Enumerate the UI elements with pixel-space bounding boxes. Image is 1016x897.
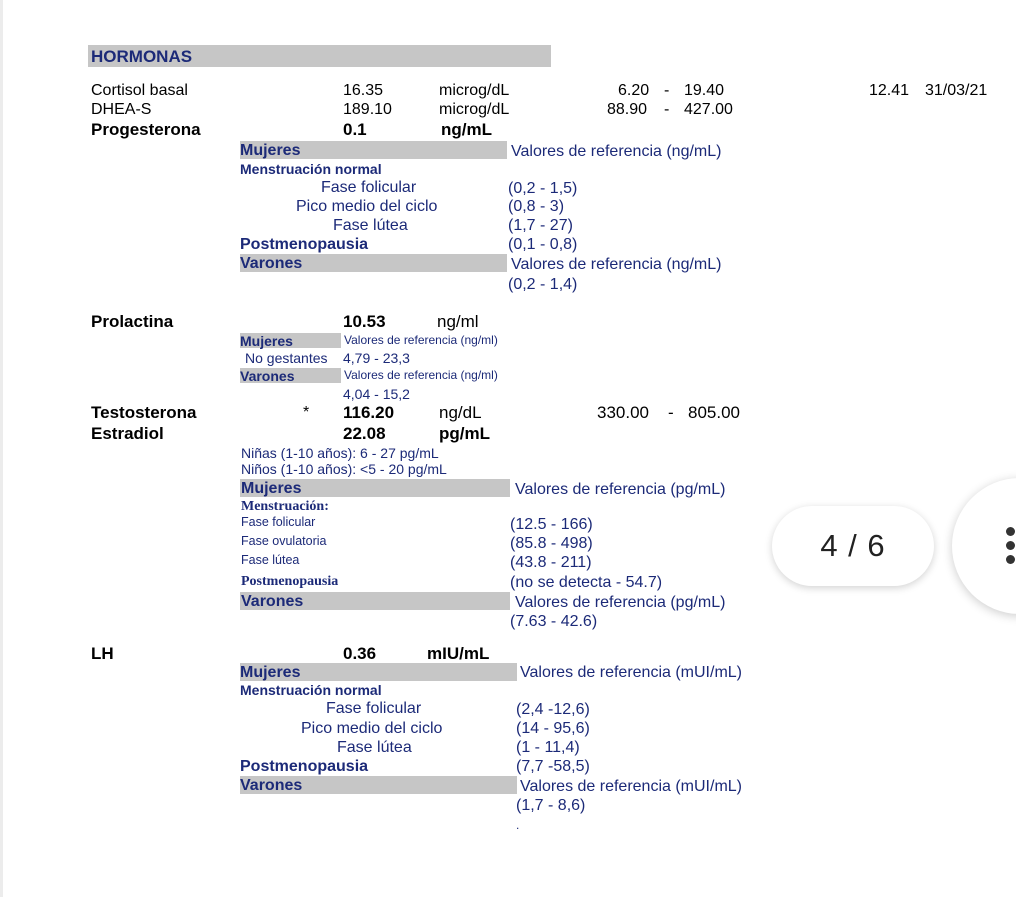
progesterona-fase-lutea: Fase lútea bbox=[333, 217, 408, 234]
estradiol-ninas: Niñas (1-10 años): 6 - 27 pg/mL bbox=[241, 445, 439, 461]
cortisol-prev-value: 12.41 bbox=[869, 82, 910, 99]
lh-name: LH bbox=[91, 644, 114, 663]
cortisol-prev-date: 31/03/21 bbox=[925, 82, 988, 99]
prolactina-mujeres-label: Mujeres bbox=[240, 333, 293, 349]
progesterona-menstruacion: Menstruación normal bbox=[240, 161, 382, 177]
progesterona-pico: Pico medio del ciclo bbox=[296, 198, 438, 215]
prolactina-value: 10.53 bbox=[343, 312, 386, 331]
cortisol-name: Cortisol basal bbox=[91, 82, 188, 99]
estradiol-fase-ovulatoria-val: (85.8 - 498) bbox=[510, 535, 593, 552]
progesterona-unit: ng/mL bbox=[441, 120, 492, 139]
progesterona-fase-folicular: Fase folicular bbox=[321, 179, 417, 196]
estradiol-value: 22.08 bbox=[343, 424, 386, 443]
cortisol-ref-low: 6.20 bbox=[618, 82, 650, 99]
dhea-value: 189.10 bbox=[343, 101, 392, 118]
cortisol-unit: microg/dL bbox=[439, 82, 510, 99]
progesterona-pico-val: (0,8 - 3) bbox=[508, 198, 565, 215]
dhea-ref-high: 427.00 bbox=[684, 101, 733, 118]
lh-fase-folicular: Fase folicular bbox=[326, 700, 422, 717]
section-title: HORMONAS bbox=[91, 47, 193, 66]
lh-ref-header: Valores de referencia (mUI/mL) bbox=[520, 664, 742, 681]
lh-fase-folicular-val: (2,4 -12,6) bbox=[516, 701, 590, 718]
testosterona-ref-dash: - bbox=[668, 403, 674, 422]
testosterona-name: Testosterona bbox=[91, 403, 197, 422]
prolactina-varones-val: 4,04 - 15,2 bbox=[343, 386, 410, 402]
progesterona-varones-ref-header: Valores de referencia (ng/mL) bbox=[511, 256, 722, 273]
testosterona-ref-low: 330.00 bbox=[597, 403, 649, 422]
progesterona-ref-header: Valores de referencia (ng/mL) bbox=[511, 143, 722, 160]
estradiol-name: Estradiol bbox=[91, 424, 164, 443]
lh-fase-lutea: Fase lútea bbox=[337, 739, 412, 756]
page-left-edge bbox=[0, 0, 3, 897]
prolactina-varones-label: Varones bbox=[240, 368, 295, 384]
dhea-name: DHEA-S bbox=[91, 101, 152, 118]
prolactina-name: Prolactina bbox=[91, 312, 174, 331]
progesterona-postmeno: Postmenopausia bbox=[240, 236, 369, 253]
estradiol-ninos: Niños (1-10 años): <5 - 20 pg/mL bbox=[241, 461, 447, 477]
lh-pico-val: (14 - 95,6) bbox=[516, 720, 590, 737]
estradiol-postmeno: Postmenopausia bbox=[241, 574, 339, 589]
progesterona-fase-lutea-val: (1,7 - 27) bbox=[508, 217, 573, 234]
lh-varones-ref-header: Valores de referencia (mUI/mL) bbox=[520, 778, 742, 795]
lh-menstruacion: Menstruación normal bbox=[240, 682, 382, 698]
estradiol-postmeno-val: (no se detecta - 54.7) bbox=[510, 574, 663, 591]
dhea-ref-low: 88.90 bbox=[607, 101, 648, 118]
estradiol-fase-lutea: Fase lútea bbox=[241, 553, 300, 567]
estradiol-varones-ref-header: Valores de referencia (pg/mL) bbox=[515, 594, 726, 611]
lh-varones-val: (1,7 - 8,6) bbox=[516, 797, 586, 814]
page-indicator: 4 / 6 bbox=[772, 506, 934, 586]
cortisol-ref-dash: - bbox=[664, 82, 670, 99]
dhea-unit: microg/dL bbox=[439, 101, 510, 118]
lh-mujeres-label: Mujeres bbox=[240, 664, 301, 681]
dhea-ref-dash: - bbox=[664, 101, 670, 118]
prolactina-ref-header: Valores de referencia (ng/ml) bbox=[344, 333, 498, 347]
prolactina-unit: ng/ml bbox=[437, 312, 479, 331]
estradiol-fase-lutea-val: (43.8 - 211) bbox=[510, 554, 592, 571]
testosterona-ref-high: 805.00 bbox=[688, 403, 740, 422]
testosterona-value: 116.20 bbox=[343, 403, 395, 422]
progesterona-postmeno-val: (0,1 - 0,8) bbox=[508, 236, 578, 253]
progesterona-varones-val: (0,2 - 1,4) bbox=[508, 276, 578, 293]
lh-value: 0.36 bbox=[343, 644, 377, 663]
estradiol-ref-header: Valores de referencia (pg/mL) bbox=[515, 481, 726, 498]
lh-postmeno-val: (7,7 -58,5) bbox=[516, 758, 590, 775]
prolactina-no-gestantes-val: 4,79 - 23,3 bbox=[343, 350, 410, 366]
estradiol-mujeres-label: Mujeres bbox=[241, 480, 302, 497]
progesterona-value: 0.1 bbox=[343, 120, 367, 139]
progesterona-varones-label: Varones bbox=[240, 255, 303, 272]
prolactina-no-gestantes: No gestantes bbox=[245, 350, 328, 366]
estradiol-unit: pg/mL bbox=[439, 424, 490, 443]
prolactina-varones-ref-header: Valores de referencia (ng/ml) bbox=[344, 368, 498, 382]
progesterona-fase-folicular-val: (0,2 - 1,5) bbox=[508, 180, 578, 197]
lh-postmeno: Postmenopausia bbox=[240, 758, 369, 775]
estradiol-varones-val: (7.63 - 42.6) bbox=[510, 613, 598, 630]
estradiol-varones-label: Varones bbox=[241, 593, 304, 610]
testosterona-flag: * bbox=[303, 404, 310, 421]
lh-pico: Pico medio del ciclo bbox=[301, 720, 443, 737]
testosterona-unit: ng/dL bbox=[439, 403, 482, 422]
progesterona-name: Progesterona bbox=[91, 120, 201, 139]
cortisol-value: 16.35 bbox=[343, 82, 384, 99]
estradiol-fase-ovulatoria: Fase ovulatoria bbox=[241, 534, 327, 548]
lh-fase-lutea-val: (1 - 11,4) bbox=[516, 739, 580, 756]
lh-varones-label: Varones bbox=[240, 777, 303, 794]
progesterona-mujeres-label: Mujeres bbox=[240, 142, 301, 159]
lh-trailing-mark: . bbox=[516, 818, 520, 832]
lh-unit: mIU/mL bbox=[427, 644, 490, 663]
estradiol-menstruacion: Menstruación: bbox=[241, 499, 329, 514]
estradiol-fase-folicular-val: (12.5 - 166) bbox=[510, 516, 593, 533]
estradiol-fase-folicular: Fase folicular bbox=[241, 515, 316, 529]
cortisol-ref-high: 19.40 bbox=[684, 82, 725, 99]
